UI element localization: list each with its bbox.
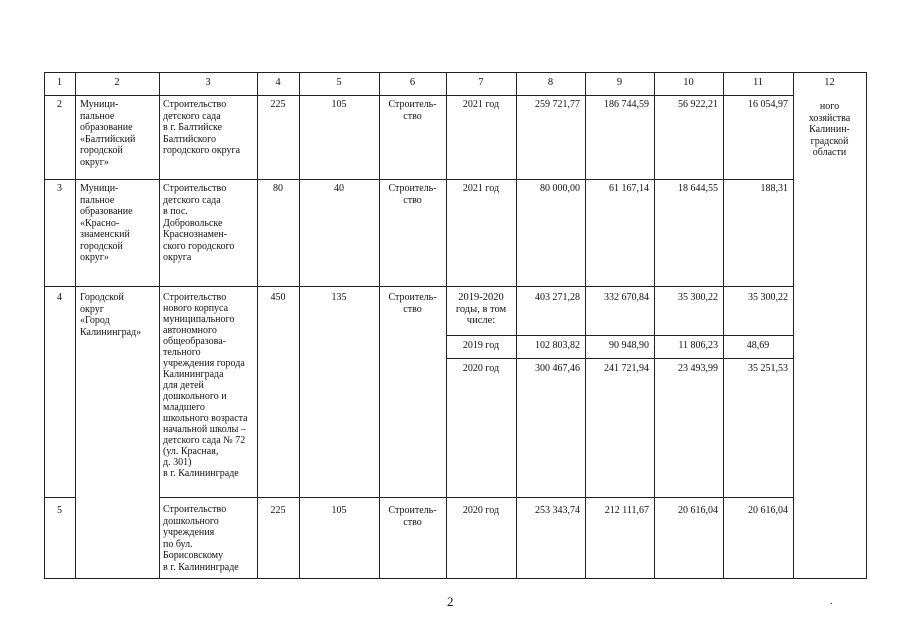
total-cell: 253 343,74 bbox=[535, 505, 580, 516]
object-cell: Строительство детского сада в г. Балтийске Балтийского городского округа bbox=[163, 99, 241, 156]
places-under3-cell: 40 bbox=[334, 183, 344, 194]
object-cell: Строительство нового корпуса муниципального автономного общеобразова- тельного учреждения города Калининграда для детей дошкольного и младшего школьного возраста начальной школы – детского сада № 72 (ул. Красная, д. 301) в г. Калининграде bbox=[163, 292, 248, 479]
total-cell: 300 467,46 bbox=[535, 363, 580, 374]
col-header-9: 9 bbox=[616, 77, 623, 88]
object-cell: Строительство дошкольного учреждения по бул. Борисовскому в г. Калининграде bbox=[163, 504, 239, 573]
col-header-2: 2 bbox=[114, 77, 120, 88]
row-number: 4 bbox=[57, 292, 62, 303]
places-under3-cell: 105 bbox=[331, 99, 347, 110]
col-header-3: 3 bbox=[205, 77, 211, 88]
period-cell: 2019-2020 годы, в том числе: bbox=[455, 292, 507, 326]
period-cell: 2019 год bbox=[462, 340, 500, 351]
period-cell: 2021 год bbox=[462, 99, 500, 110]
col-header-10: 10 bbox=[683, 77, 694, 88]
federal-cell: 186 744,59 bbox=[604, 99, 649, 110]
col-header-7: 7 bbox=[478, 77, 484, 88]
total-cell: 259 721,77 bbox=[535, 99, 580, 110]
federal-cell: 332 670,84 bbox=[604, 292, 649, 303]
col-header-8: 8 bbox=[547, 77, 554, 88]
col-header-6: 6 bbox=[409, 77, 416, 88]
federal-cell: 212 111,67 bbox=[604, 505, 649, 516]
period-cell: 2020 год bbox=[462, 505, 500, 516]
places-cell: 225 bbox=[270, 99, 286, 110]
work-type-cell: Строитель- ство bbox=[388, 99, 437, 122]
local-cell: 35 251,53 bbox=[748, 363, 788, 374]
regional-cell: 23 493,99 bbox=[678, 363, 718, 374]
federal-cell: 241 721,94 bbox=[604, 363, 649, 374]
row-number: 3 bbox=[57, 183, 62, 194]
federal-cell: 90 948,90 bbox=[609, 340, 649, 351]
col-header-11: 11 bbox=[752, 77, 764, 88]
municipality-cell: Городской округ «Город Калининград» bbox=[80, 292, 142, 338]
local-cell: 48,69 bbox=[746, 340, 770, 351]
col-header-4: 4 bbox=[275, 77, 281, 88]
places-under3-cell: 105 bbox=[331, 505, 347, 516]
places-under3-cell: 135 bbox=[331, 292, 347, 303]
work-type-cell: Строитель- ство bbox=[388, 505, 437, 528]
col-header-1: 1 bbox=[56, 77, 63, 88]
regional-cell: 35 300,22 bbox=[678, 292, 718, 303]
places-cell: 450 bbox=[270, 292, 286, 303]
regional-cell: 56 922,21 bbox=[678, 99, 718, 110]
local-cell: 16 054,97 bbox=[748, 99, 788, 110]
col-header-5: 5 bbox=[336, 77, 342, 88]
regional-cell: 18 644,55 bbox=[678, 183, 718, 194]
total-cell: 80 000,00 bbox=[540, 183, 580, 194]
period-cell: 2020 год bbox=[462, 363, 500, 374]
federal-cell: 61 167,14 bbox=[609, 183, 649, 194]
municipality-cell: Муници- пальное образование «Балтийский городской округ» bbox=[80, 99, 136, 168]
period-cell: 2021 год bbox=[462, 183, 500, 194]
row-number: 5 bbox=[57, 505, 62, 516]
responsible-authority-cell: ного хозяйства Калинин- градской области bbox=[808, 101, 851, 158]
regional-cell: 20 616,04 bbox=[678, 505, 718, 516]
row-number: 2 bbox=[57, 99, 62, 110]
col-header-12: 12 bbox=[824, 77, 835, 88]
regional-cell: 11 806,23 bbox=[678, 340, 718, 351]
work-type-cell: Строитель- ство bbox=[388, 183, 437, 206]
places-cell: 225 bbox=[270, 505, 286, 516]
total-cell: 403 271,28 bbox=[535, 292, 580, 303]
corner-mark: . bbox=[830, 596, 833, 607]
places-cell: 80 bbox=[273, 183, 283, 194]
local-cell: 188,31 bbox=[760, 183, 788, 194]
local-cell: 35 300,22 bbox=[748, 292, 788, 303]
object-cell: Строительство детского сада в пос. Добровольске Краснознамен- ского городского округа bbox=[163, 183, 235, 263]
local-cell: 20 616,04 bbox=[748, 505, 788, 516]
municipality-cell: Муници- пальное образование «Красно- знаменский городской округ» bbox=[80, 183, 133, 263]
work-type-cell: Строитель- ство bbox=[388, 292, 437, 315]
page-number: 2 bbox=[447, 594, 454, 609]
total-cell: 102 803,82 bbox=[535, 340, 580, 351]
